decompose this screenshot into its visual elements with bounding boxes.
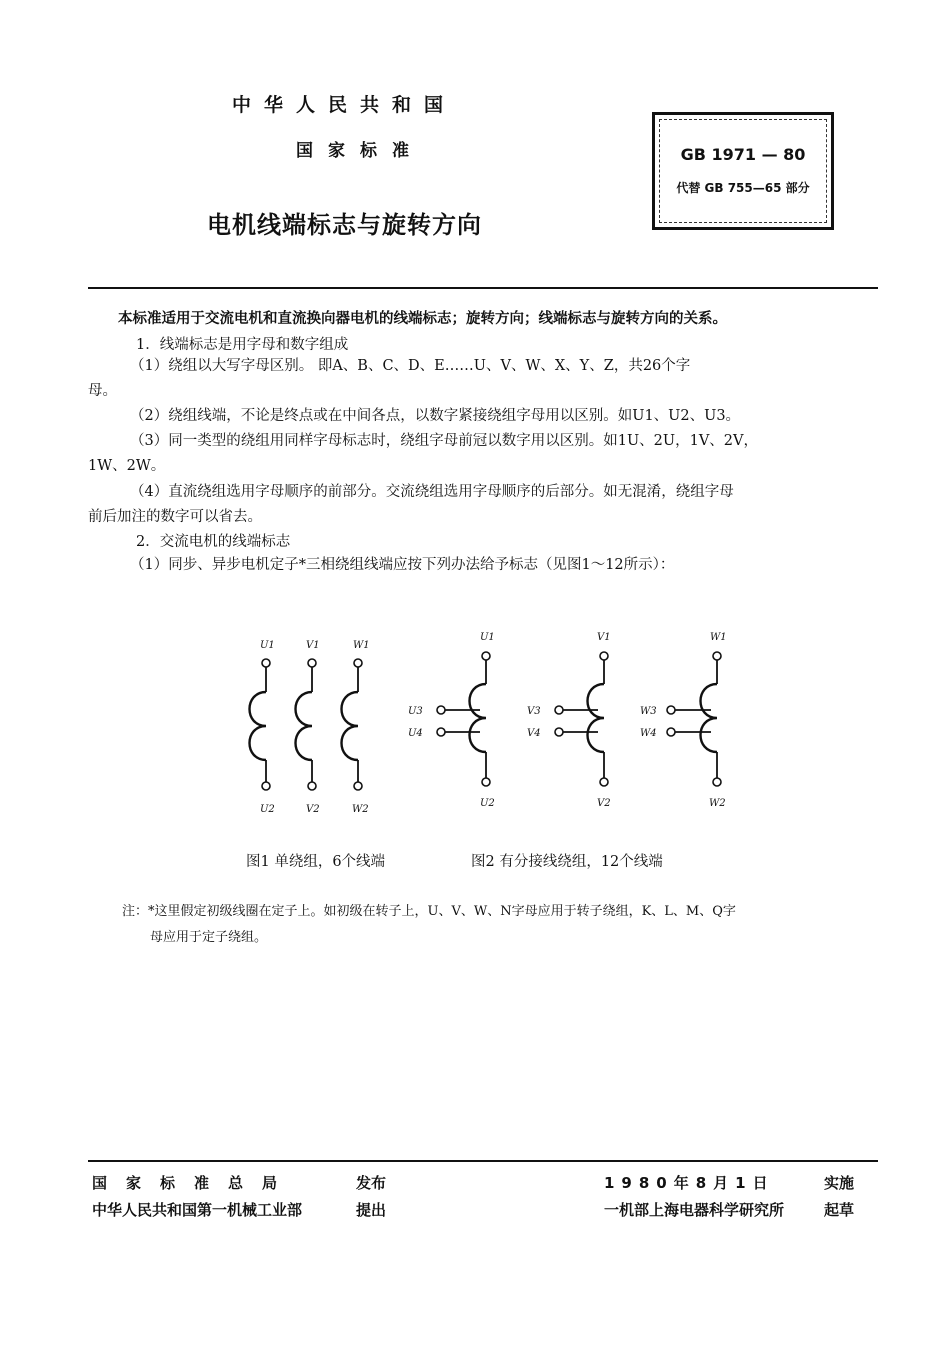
terminal-icon — [600, 652, 608, 660]
terminal-icon — [354, 659, 362, 667]
coil-icon — [470, 684, 487, 752]
clause-1-2: （2）绕组线端，不论是终点或在中间各点，以数字紧接绕组字母用以区别。如U1、U2、U3。 — [130, 408, 741, 424]
coil-icon — [250, 692, 267, 760]
coil-icon — [588, 684, 605, 752]
fig2-top-label-w: W1 — [710, 632, 727, 643]
fig2-top-label-u: U1 — [480, 632, 495, 643]
country-name: 中华人民共和国 — [232, 94, 457, 116]
fig1-winding-v — [296, 640, 320, 815]
clause-1-1-line1: （1）绕组以大写字母区别。 即A、B、C、D、E……U、V、W、X、Y、Z，共26个字 — [130, 358, 691, 374]
implementation-date: 1980年8月1日 — [604, 1174, 775, 1192]
fig1-top-label-v: V1 — [306, 640, 320, 651]
fig2-tap3-label-v: V3 — [527, 706, 541, 717]
clause-1-3-line2: 1W、2W。 — [88, 458, 166, 474]
propose-label: 提出 — [356, 1201, 387, 1219]
clause-1-4-line1: （4）直流绕组选用字母顺序的前部分。交流绕组选用字母顺序的后部分。如无混淆，绕组字母 — [130, 484, 734, 500]
proposer: 中华人民共和国第一机械工业部 — [92, 1201, 303, 1219]
terminal-icon — [354, 782, 362, 790]
drafter: 一机部上海电器科学研究所 — [604, 1201, 785, 1219]
winding-diagram — [240, 620, 740, 830]
fig2-tap4-label-w: W4 — [640, 728, 657, 739]
coil-icon — [701, 684, 718, 752]
coil-icon — [296, 692, 313, 760]
clause-1-1-line2: 母。 — [88, 383, 117, 399]
fig1-top-label-u: U1 — [260, 640, 275, 651]
fig2-tap3-label-u: U3 — [408, 706, 423, 717]
standard-number-box — [652, 112, 834, 230]
terminal-icon — [555, 706, 563, 714]
terminal-icon — [555, 728, 563, 736]
terminal-icon — [600, 778, 608, 786]
fig1-winding-w — [342, 640, 370, 815]
fig1-bottom-label-u: U2 — [260, 804, 275, 815]
terminal-icon — [667, 706, 675, 714]
terminal-icon — [713, 652, 721, 660]
terminal-icon — [437, 728, 445, 736]
section-1-heading: 1．线端标志是用字母和数字组成 — [136, 337, 349, 353]
fig1-bottom-label-v: V2 — [306, 804, 320, 815]
terminal-icon — [667, 728, 675, 736]
section-2-heading: 2．交流电机的线端标志 — [136, 534, 291, 550]
implement-label: 实施 — [824, 1174, 855, 1192]
figure-2-caption: 图2 有分接线绕组，12个线端 — [471, 854, 663, 870]
terminal-icon — [262, 782, 270, 790]
draft-label: 起草 — [824, 1201, 855, 1219]
document-title: 电机线端标志与旋转方向 — [207, 211, 482, 239]
terminal-icon — [482, 778, 490, 786]
top-divider — [88, 287, 878, 289]
standard-number: GB 1971 — 80 — [680, 145, 806, 164]
terminal-icon — [308, 659, 316, 667]
fig2-tap3-label-w: W3 — [640, 706, 657, 717]
terminal-icon — [713, 778, 721, 786]
footnote-line1: 注：*这里假定初级线圈在定子上。如初级在转子上，U、V、W、N字母应用于转子绕组，K、L、M、Q字 — [122, 904, 736, 919]
bottom-divider — [88, 1160, 878, 1162]
fig2-winding-v — [527, 632, 611, 809]
fig2-winding-w — [640, 632, 727, 809]
fig2-tap4-label-u: U4 — [408, 728, 423, 739]
scope-paragraph: 本标准适用于交流电机和直流换向器电机的线端标志；旋转方向；线端标志与旋转方向的关系。 — [118, 310, 727, 327]
fig2-winding-u — [408, 632, 495, 809]
fig2-bottom-label-v: V2 — [597, 798, 611, 809]
fig1-winding-u — [250, 640, 275, 815]
terminal-icon — [262, 659, 270, 667]
terminal-icon — [308, 782, 316, 790]
coil-icon — [342, 692, 359, 760]
publisher: 国家标准总局 — [92, 1174, 297, 1192]
clause-2-1: （1）同步、异步电机定子*三相绕组线端应按下列办法给予标志（见图1～12所示）： — [130, 557, 675, 573]
footnote-line2: 母应用于定子绕组。 — [150, 930, 268, 945]
fig2-bottom-label-u: U2 — [480, 798, 495, 809]
fig1-top-label-w: W1 — [353, 640, 370, 651]
standard-type: 国家标准 — [296, 141, 424, 161]
publish-label: 发布 — [356, 1174, 387, 1192]
terminal-icon — [482, 652, 490, 660]
figure-1-caption: 图1 单绕组，6个线端 — [246, 854, 386, 870]
fig2-tap4-label-v: V4 — [527, 728, 541, 739]
replaces-note: 代替 GB 755—65 部分 — [676, 181, 810, 195]
terminal-icon — [437, 706, 445, 714]
clause-1-3-line1: （3）同一类型的绕组用同样字母标志时，绕组字母前冠以数字用以区别。如1U、2U，1V、2V， — [130, 433, 759, 449]
fig2-top-label-v: V1 — [597, 632, 611, 643]
fig1-bottom-label-w: W2 — [352, 804, 369, 815]
fig2-bottom-label-w: W2 — [709, 798, 726, 809]
clause-1-4-line2: 前后加注的数字可以省去。 — [88, 509, 262, 525]
